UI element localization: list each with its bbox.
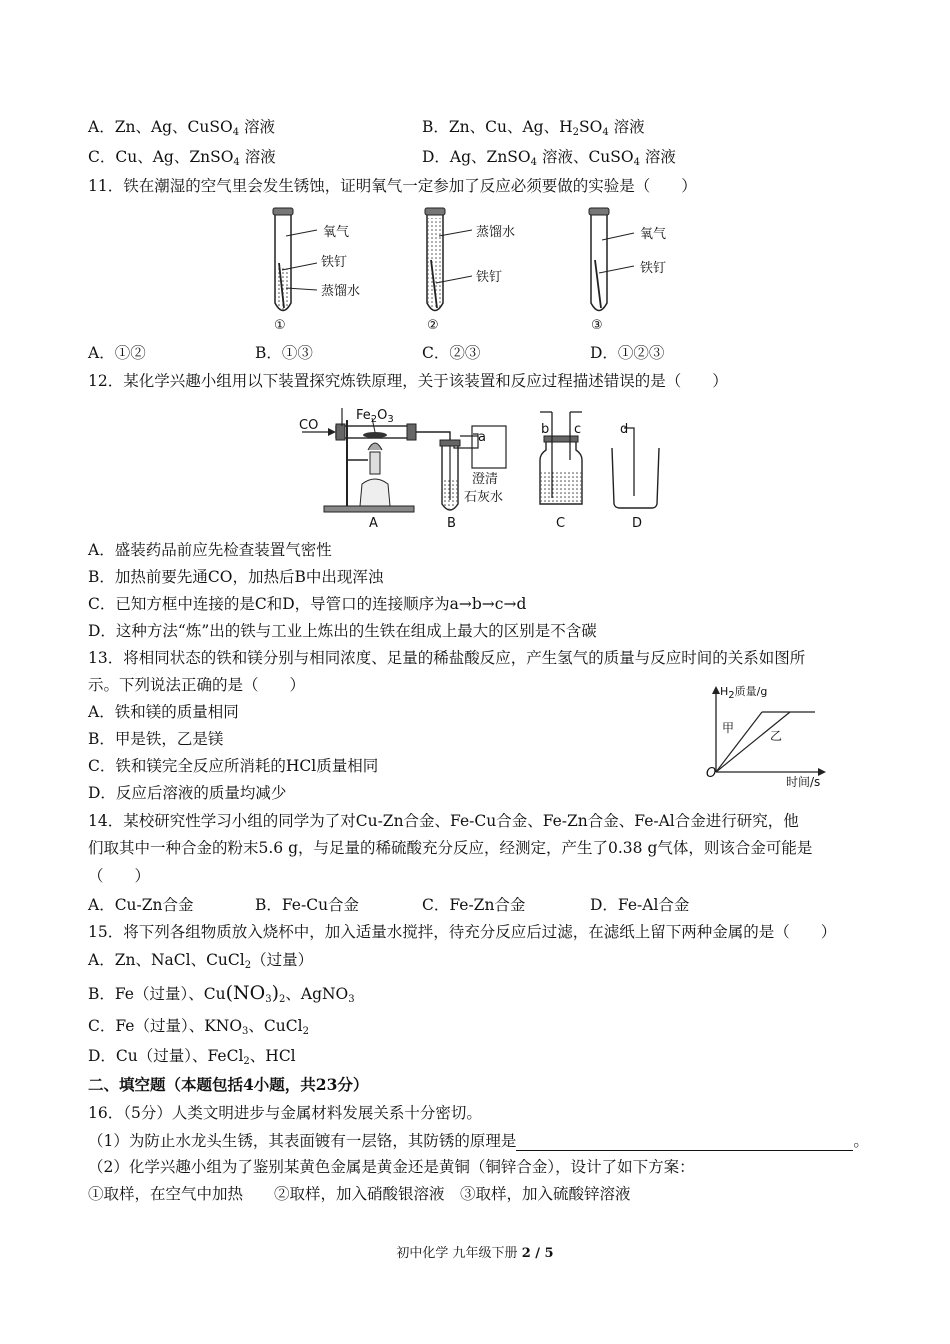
graph-series-jia-label: 甲 bbox=[722, 721, 735, 735]
q13-option-b: B．甲是铁，乙是镁 bbox=[88, 730, 224, 748]
q13-option-a: A．铁和镁的质量相同 bbox=[88, 703, 239, 721]
q10-option-a: A．Zn、Ag、CuSO$_4$ 溶液 bbox=[88, 118, 276, 138]
port-b-label: b bbox=[541, 422, 550, 437]
q12-stem: 12．某化学兴趣小组用以下装置探究炼铁原理，关于该装置和反应过程描述错误的是（ ） bbox=[88, 372, 728, 390]
q14-option-d: D．Fe-Al合金 bbox=[590, 896, 690, 914]
q11-stem: 11．铁在潮湿的空气里会发生锈蚀，证明氧气一定参加了反应必须要做的实验是（ ） bbox=[88, 177, 697, 195]
co-label: CO bbox=[299, 418, 319, 433]
port-c-label: c bbox=[574, 422, 582, 437]
graph-origin-label: O bbox=[706, 766, 717, 781]
q14-option-b: B．Fe-Cu合金 bbox=[255, 896, 360, 914]
graph-series-yi-label: 乙 bbox=[770, 729, 783, 743]
port-a-label: a bbox=[478, 430, 486, 445]
tube1-number: ① bbox=[274, 318, 286, 333]
q16-answer-blank[interactable] bbox=[516, 1134, 853, 1151]
apparatus-label-b: B bbox=[447, 516, 456, 531]
q13-stem-line2: 示。下列说法正确的是（ ） bbox=[88, 676, 306, 694]
graph-y-axis-label: $H_2$质量/g bbox=[720, 685, 768, 701]
tube3-nail-label: 铁钉 bbox=[640, 261, 667, 276]
q10-option-d: D．Ag、ZnSO$_4$ 溶液、CuSO$_4$ 溶液 bbox=[422, 148, 676, 168]
q16-options: ①取样，在空气中加热 ②取样，加入硝酸银溶液 ③取样，加入硫酸锌溶液 bbox=[88, 1185, 631, 1203]
apparatus-label-a: A bbox=[369, 516, 378, 531]
q11-option-c: C．②③ bbox=[422, 344, 481, 362]
q10-option-c: C．Cu、Ag、ZnSO$_4$ 溶液 bbox=[88, 148, 276, 168]
q16-part2: （2）化学兴趣小组为了鉴别某黄色金属是黄金还是黄铜（铜锌合金），设计了如下方案： bbox=[88, 1158, 695, 1176]
q16-part1: （1）为防止水龙头生锈，其表面镀有一层铬，其防锈的原理是 。 bbox=[88, 1132, 869, 1150]
apparatus-label-d: D bbox=[632, 516, 643, 531]
tube3-oxygen-label: 氧气 bbox=[640, 227, 667, 242]
q11-option-a: A．①② bbox=[88, 344, 146, 362]
tube1-oxygen-label: 氧气 bbox=[323, 225, 350, 240]
q10-option-b: B．Zn、Cu、Ag、$H_2SO_4$ 溶液 bbox=[422, 118, 645, 138]
fe2o3-label: $Fe_2O_3$ bbox=[356, 408, 394, 425]
q12-option-c: C．已知方框中连接的是C和D，导管口的连接顺序为a→b→c→d bbox=[88, 595, 527, 613]
q11-option-b: B．①③ bbox=[255, 344, 313, 362]
limewater-label-2: 石灰水 bbox=[464, 490, 504, 505]
tube2-nail-label: 铁钉 bbox=[476, 270, 503, 285]
q12-option-a: A．盛装药品前应先检查装置气密性 bbox=[88, 541, 332, 559]
test-tube-1 bbox=[273, 208, 317, 311]
q13-option-c: C．铁和镁完全反应所消耗的HCl质量相同 bbox=[88, 757, 379, 775]
page-footer: 初中化学 九年级下册 2 / 5 bbox=[396, 1246, 554, 1261]
q15-stem: 15．将下列各组物质放入烧杯中，加入适量水搅拌，待充分反应后过滤，在滤纸上留下两种金属的是（ ） bbox=[88, 923, 837, 941]
test-tube-2 bbox=[425, 208, 472, 311]
q12-option-b: B．加热前要先通CO，加热后B中出现浑浊 bbox=[88, 568, 384, 586]
q15-option-b: B．Fe（过量）、$Cu(NO_3)_2$、AgNO$_3$ bbox=[88, 982, 355, 1005]
tube3-number: ③ bbox=[591, 318, 603, 333]
test-tube-3 bbox=[589, 208, 634, 311]
q13-stem-line1: 13．将相同状态的铁和镁分别与相同浓度、足量的稀盐酸反应，产生氢气的质量与反应时间的关系如图所 bbox=[88, 649, 806, 667]
tube2-number: ② bbox=[427, 318, 439, 333]
q14-stem-line2: 们取其中一种合金的粉末5.6 g，与足量的稀硫酸充分反应，经测定，产生了0.38 g气体，则该合金可能是 bbox=[88, 839, 813, 857]
q13-option-d: D．反应后溶液的质量均减少 bbox=[88, 784, 287, 802]
graph-x-axis-label: 时间/s bbox=[786, 775, 821, 789]
port-d-label: d bbox=[620, 422, 629, 437]
q15-option-a: A．Zn、NaCl、CuCl$_2$（过量） bbox=[88, 951, 314, 971]
q14-option-a: A．Cu-Zn合金 bbox=[88, 896, 194, 914]
section-2-heading: 二、填空题（本题包括4小题，共23分） bbox=[88, 1075, 369, 1094]
q14-stem-line3: （ ） bbox=[88, 867, 151, 885]
limewater-label-1: 澄清 bbox=[472, 472, 499, 487]
q14-stem-line1: 14．某校研究性学习小组的同学为了对Cu-Zn合金、Fe-Cu合金、Fe-Zn合金、Fe-Al合金进行研究，他 bbox=[88, 812, 799, 830]
q15-option-d: D．Cu（过量）、FeCl$_2$、HCl bbox=[88, 1047, 296, 1067]
q15-option-c: C．Fe（过量）、$KNO_3$、CuCl$_2$ bbox=[88, 1017, 309, 1037]
tube1-water-label: 蒸馏水 bbox=[321, 284, 361, 299]
q12-option-d: D．这种方法“炼”出的铁与工业上炼出的生铁在组成上最大的区别是不含碳 bbox=[88, 622, 597, 640]
tube2-water-label: 蒸馏水 bbox=[476, 225, 516, 240]
tube1-nail-label: 铁钉 bbox=[321, 255, 348, 270]
q11-option-d: D．①②③ bbox=[590, 344, 665, 362]
q16-stem: 16．（5分）人类文明进步与金属材料发展关系十分密切。 bbox=[88, 1104, 482, 1122]
apparatus-label-c: C bbox=[556, 516, 566, 531]
q14-option-c: C．Fe-Zn合金 bbox=[422, 896, 526, 914]
